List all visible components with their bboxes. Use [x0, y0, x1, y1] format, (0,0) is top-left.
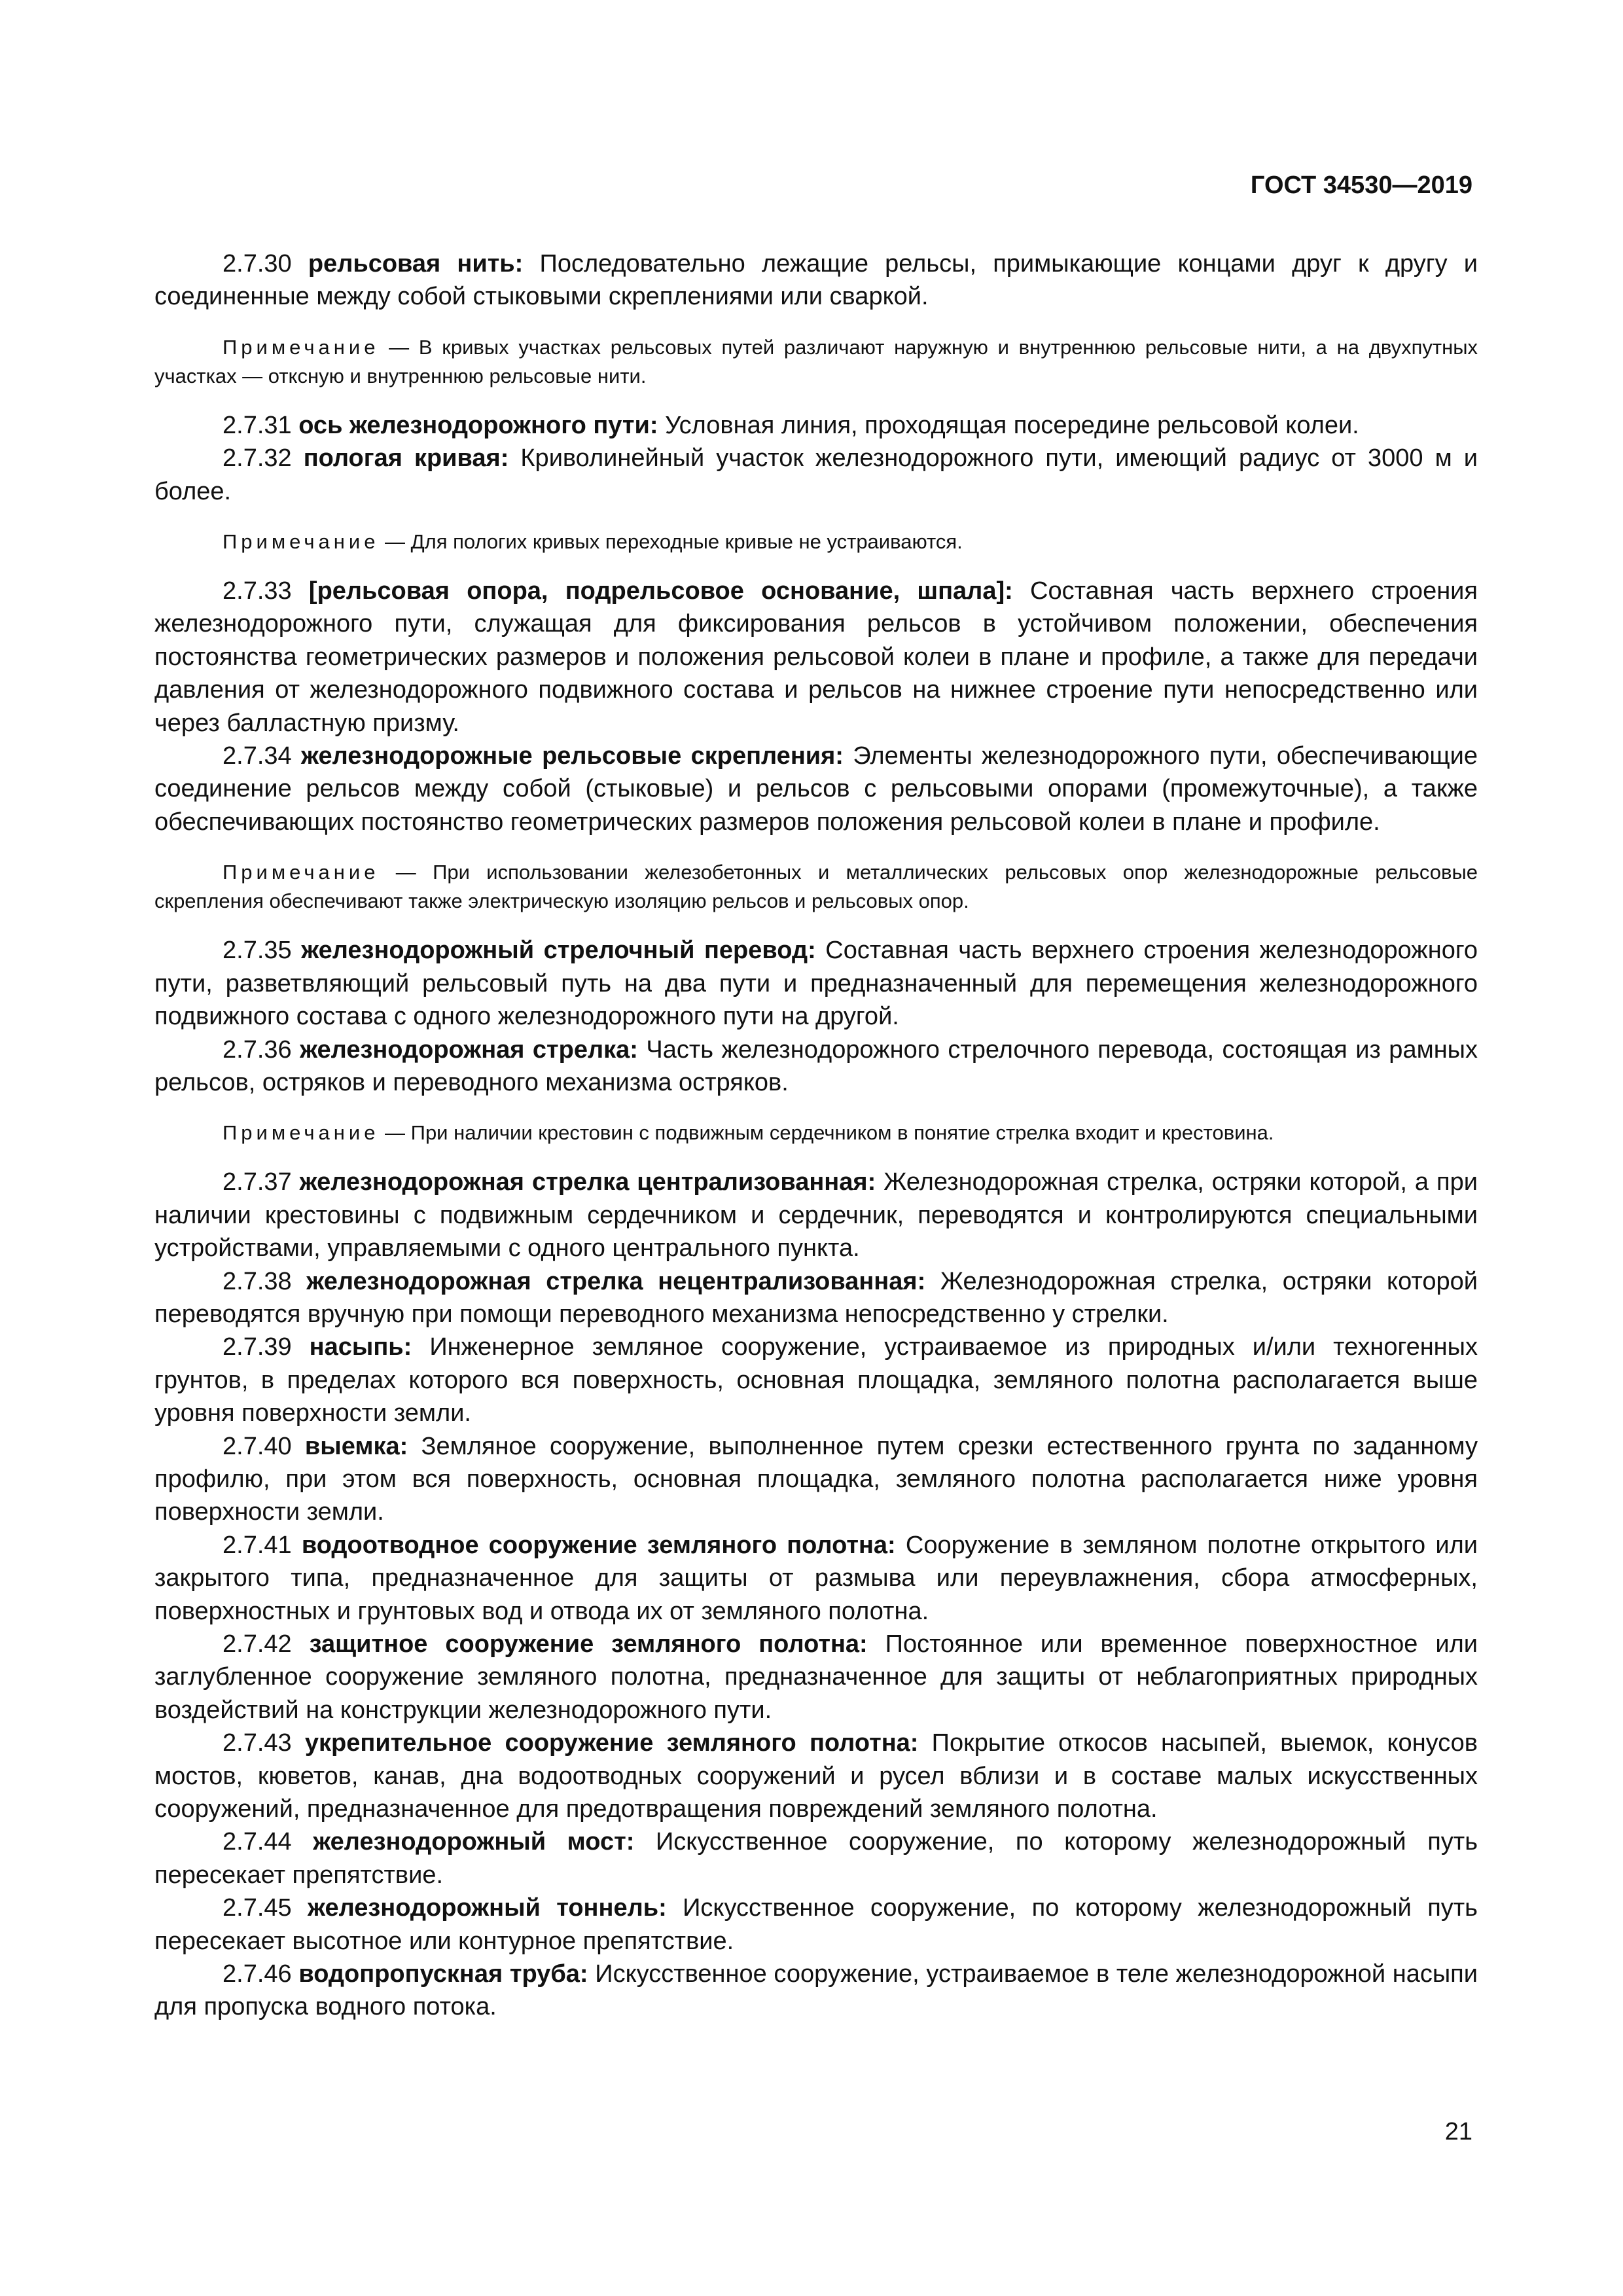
term-definition: [154, 1958, 1478, 2024]
term-name: пологая кривая:: [303, 444, 509, 473]
term-text: Искусственное сооружение, по которому железнодорожный путь пересекает высотное или контурное препятствие.: [154, 1894, 1478, 1955]
term-name: железнодорожный стрелочный перевод:: [301, 937, 816, 965]
term-name: водоотводное сооружение земляного полотна:: [301, 1531, 896, 1559]
term-definition: [154, 1331, 1478, 1429]
term-definition: [154, 1033, 1478, 1100]
term-definition: [154, 1892, 1478, 1958]
note-label: Примечание: [223, 530, 380, 554]
term-definition: [154, 247, 1478, 314]
note-text: — При наличии крестовин с подвижным сердечником в понятие стрелка входит и крестовина.: [379, 1121, 1274, 1145]
note: [154, 858, 1478, 916]
note: [154, 1119, 1478, 1147]
term-number: 2.7.32: [223, 444, 304, 473]
term-text: Последовательно лежащие рельсы, примыкающие концами друг к другу и соединенные между собой стыковыми скреплениями или сваркой.: [154, 250, 1478, 311]
term-name: насыпь:: [309, 1333, 412, 1361]
term-text: Покрытие откосов насыпей, выемок, конусов мостов, кюветов, канав, дна водоотводных сооружений и русел вблизи и в составе малых искусственных сооружений, предназначенное для предотвращения повреждений земляного полотна.: [154, 1729, 1478, 1823]
term-text: Земляное сооружение, выполненное путем срезки естественного грунта по заданному профилю, при этом вся поверхность, основная площадка, земляного полотна располагается ниже уровня поверхности земли.: [154, 1432, 1478, 1526]
note-label: Примечание: [223, 861, 380, 884]
term-definition: [154, 1430, 1478, 1529]
term-text: Искусственное сооружение, по которому железнодорожный путь пересекает препятствие.: [154, 1828, 1478, 1889]
term-definition: [154, 740, 1478, 838]
term-number: 2.7.43: [223, 1729, 305, 1757]
term-definition: [154, 1166, 1478, 1265]
term-text: Постоянное или временное поверхностное или заглубленное сооружение земляного полотна, предназначенное для защиты от неблагоприятных природных воздействий на конструкции железнодорожного пути.: [154, 1630, 1478, 1724]
page-number: 21: [1444, 2118, 1472, 2145]
term-name: железнодорожная стрелка:: [300, 1035, 638, 1064]
term-number: 2.7.31: [223, 411, 299, 439]
term-number: 2.7.35: [223, 937, 302, 965]
term-text: Искусственное сооружение, устраиваемое в теле железнодорожной насыпи для пропуска водного потока.: [154, 1960, 1478, 2021]
term-definition: [154, 1727, 1478, 1825]
term-number: 2.7.41: [223, 1531, 302, 1559]
term-name: железнодорожный мост:: [313, 1828, 635, 1856]
term-text: Железнодорожная стрелка, остряки которой, а при наличии крестовины с подвижным сердечником и сердечник, переводятся и контролируются специальными устройствами, управляемыми с одного центрального пункта.: [154, 1168, 1478, 1263]
term-text: Инженерное земляное сооружение, устраиваемое из природных и/или техногенных грунтов, в пределах которого вся поверхность, основная площадка, земляного полотна располагается выше уровня поверхности земли.: [154, 1333, 1478, 1427]
term-number: 2.7.40: [223, 1432, 305, 1460]
term-definition: [154, 409, 1478, 442]
note-label: Примечание: [223, 335, 380, 359]
term-name: [рельсовая опора, подрельсовое основание, шпала]:: [308, 577, 1013, 605]
document-body: [154, 247, 1478, 2024]
term-number: 2.7.44: [223, 1828, 313, 1856]
note-text: — В кривых участках рельсовых путей различают наружную и внутреннюю рельсовые нити, а на двухпутных участках — отксную и внутреннюю рельсовые нити.: [154, 335, 1478, 387]
term-number: 2.7.34: [223, 742, 302, 770]
term-number: 2.7.39: [223, 1333, 310, 1361]
term-definition: [154, 442, 1478, 508]
term-number: 2.7.42: [223, 1630, 310, 1658]
term-name: железнодорожная стрелка централизованная:: [299, 1168, 876, 1196]
term-text: Криволинейный участок железнодорожного пути, имеющий радиус от 3000 м и более.: [154, 444, 1478, 505]
term-number: 2.7.38: [223, 1267, 307, 1295]
note: [154, 333, 1478, 391]
term-text: Часть железнодорожного стрелочного перевода, состоящая из рамных рельсов, остряков и переводного механизма остряков.: [154, 1035, 1478, 1096]
term-number: 2.7.33: [223, 577, 309, 605]
term-definition: [154, 1825, 1478, 1892]
term-number: 2.7.37: [223, 1168, 300, 1196]
term-name: выемка:: [304, 1432, 408, 1460]
term-definition: [154, 575, 1478, 740]
term-text: Элементы железнодорожного пути, обеспечивающие соединение рельсов между собой (стыковые) и рельсов с рельсовыми опорами (промежуточные), а также обеспечивающих постоянство геометрических размеров положения рельсовой колеи в плане и профиле.: [154, 742, 1478, 836]
term-text: Железнодорожная стрелка, остряки которой переводятся вручную при помощи переводного механизма непосредственно у стрелки.: [154, 1267, 1478, 1328]
term-definition: [154, 1529, 1478, 1628]
term-definition: [154, 1265, 1478, 1331]
term-text: Сооружение в земляном полотне открытого или закрытого типа, предназначенное для защиты от размыва или переувлажнения, сбора атмосферных, поверхностных и грунтовых вод и отвода их от земляного полотна.: [154, 1531, 1478, 1625]
term-name: рельсовая нить:: [308, 250, 524, 278]
term-text: Составная часть верхнего строения железнодорожного пути, служащая для фиксирования рельсов в устойчивом положении, обеспечения постоянства геометрических размеров и положения рельсовой колеи в плане и профиле, а также для передачи давления от железнодорожного подвижного состава и рельсов на нижнее строение пути непосредственно или через балластную призму.: [154, 577, 1478, 737]
term-definition: [154, 1628, 1478, 1727]
document-id-header: ГОСТ 34530—2019: [1250, 171, 1472, 199]
term-name: защитное сооружение земляного полотна:: [309, 1630, 868, 1658]
term-name: железнодорожные рельсовые скрепления:: [301, 742, 844, 770]
note-text: — Для пологих кривых переходные кривые не устраиваются.: [379, 530, 963, 554]
term-number: 2.7.46: [223, 1960, 299, 1988]
note: [154, 528, 1478, 556]
term-definition: [154, 934, 1478, 1033]
term-name: укрепительное сооружение земляного полотна:: [304, 1729, 919, 1757]
term-name: ось железнодорожного пути:: [298, 411, 658, 439]
term-number: 2.7.36: [223, 1035, 300, 1064]
term-text: Составная часть верхнего строения железнодорожного пути, разветвляющий рельсовый путь на два пути и предназначенный для перемещения железнодорожного подвижного состава с одного железнодорожного пути на другой.: [154, 937, 1478, 1031]
note-label: Примечание: [223, 1121, 380, 1145]
term-name: железнодорожный тоннель:: [308, 1894, 667, 1922]
term-name: железнодорожная стрелка нецентрализованная:: [306, 1267, 926, 1295]
term-text: Условная линия, проходящая посередине рельсовой колеи.: [658, 411, 1359, 439]
note-text: — При использовании железобетонных и металлических рельсовых опор железнодорожные рельсовые скрепления обеспечивают также электрическую изоляцию рельсов и рельсовых опор.: [154, 861, 1478, 913]
term-name: водопропускная труба:: [298, 1960, 588, 1988]
term-number: 2.7.45: [223, 1894, 308, 1922]
term-number: 2.7.30: [223, 250, 308, 278]
